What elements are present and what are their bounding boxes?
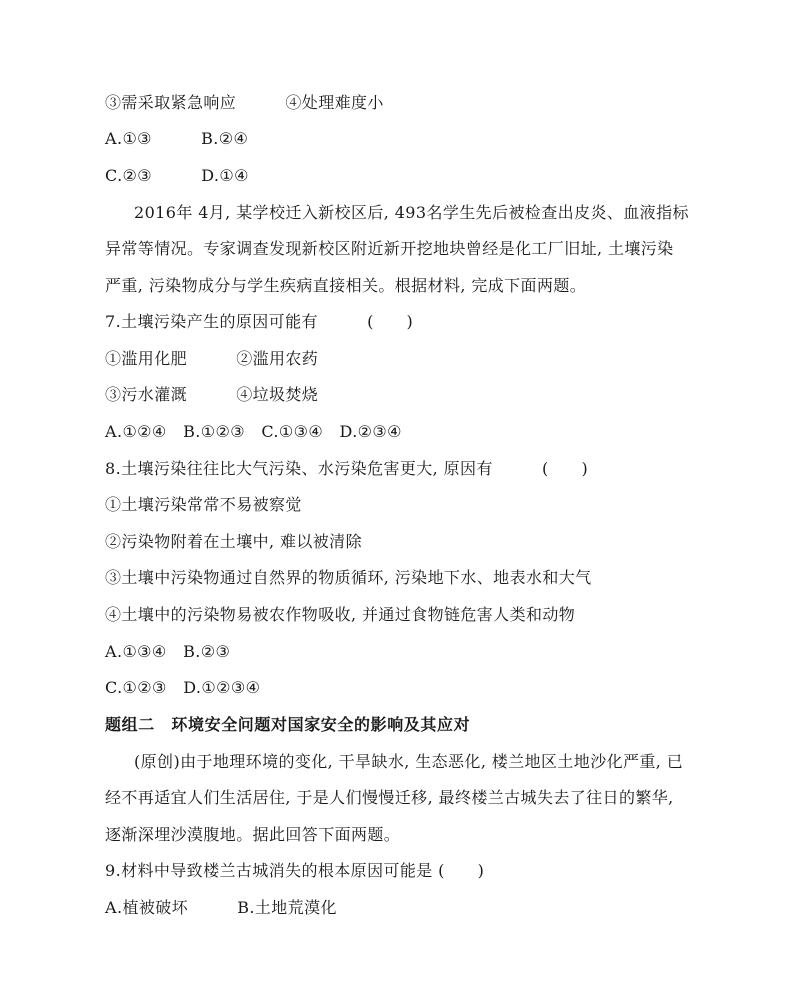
q8-option-2: ②污染物附着在土壤中, 难以被清除: [105, 532, 362, 551]
passage-2-line-1: (原创)由于地理环境的变化, 干旱缺水, 生态恶化, 楼兰地区土地沙化严重, 已: [134, 752, 684, 771]
q8-option-4: ④土壤中的污染物易被农作物吸收, 并通过食物链危害人类和动物: [105, 605, 576, 624]
q8-option-3: ③土壤中污染物通过自然界的物质循环, 污染地下水、地表水和大气: [105, 568, 592, 587]
q7-options-3-4: ③污水灌溉 ④垃圾焚烧: [105, 385, 319, 404]
q8-option-1: ①土壤污染常常不易被察觉: [105, 495, 302, 514]
q6-choices-cd: C.②③ D.①④: [105, 166, 249, 185]
section-heading: 题组二 环境安全问题对国家安全的影响及其应对: [105, 715, 471, 734]
q7-choices: A.①②④ B.①②③ C.①③④ D.②③④: [105, 422, 402, 441]
q8-choices-ab: A.①③④ B.②③: [105, 642, 231, 661]
passage-1-line-2: 异常等情况。专家调查发现新校区附近新开挖地块曾经是化工厂旧址, 土壤污染: [105, 239, 674, 258]
question-9: 9.材料中导致楼兰古城消失的根本原因可能是 ( ): [105, 861, 485, 880]
passage-1-line-3: 严重, 污染物成分与学生疾病直接相关。根据材料, 完成下面两题。: [105, 276, 587, 295]
q7-options-1-2: ①滥用化肥 ②滥用农药: [105, 349, 319, 368]
q6-choices-ab: A.①③ B.②④: [105, 129, 249, 148]
passage-1-line-1: 2016年 4月, 某学校迁入新校区后, 493名学生先后被检查出皮炎、血液指标: [134, 203, 689, 222]
q6-options-3-4: ③需采取紧急响应 ④处理难度小: [105, 93, 384, 112]
passage-2-line-2: 经不再适宜人们生活居住, 于是人们慢慢迁移, 最终楼兰古城失去了往日的繁华,: [105, 788, 674, 807]
passage-2-line-3: 逐渐深埋沙漠腹地。据此回答下面两题。: [105, 825, 401, 844]
q9-choices-ab: A.植被破坏 B.土地荒漠化: [105, 898, 337, 917]
question-7: 7.土壤污染产生的原因可能有 ( ): [105, 312, 414, 331]
question-8: 8.土壤污染往往比大气污染、水污染危害更大, 原因有 ( ): [105, 459, 589, 478]
q8-choices-cd: C.①②③ D.①②③④: [105, 678, 261, 697]
